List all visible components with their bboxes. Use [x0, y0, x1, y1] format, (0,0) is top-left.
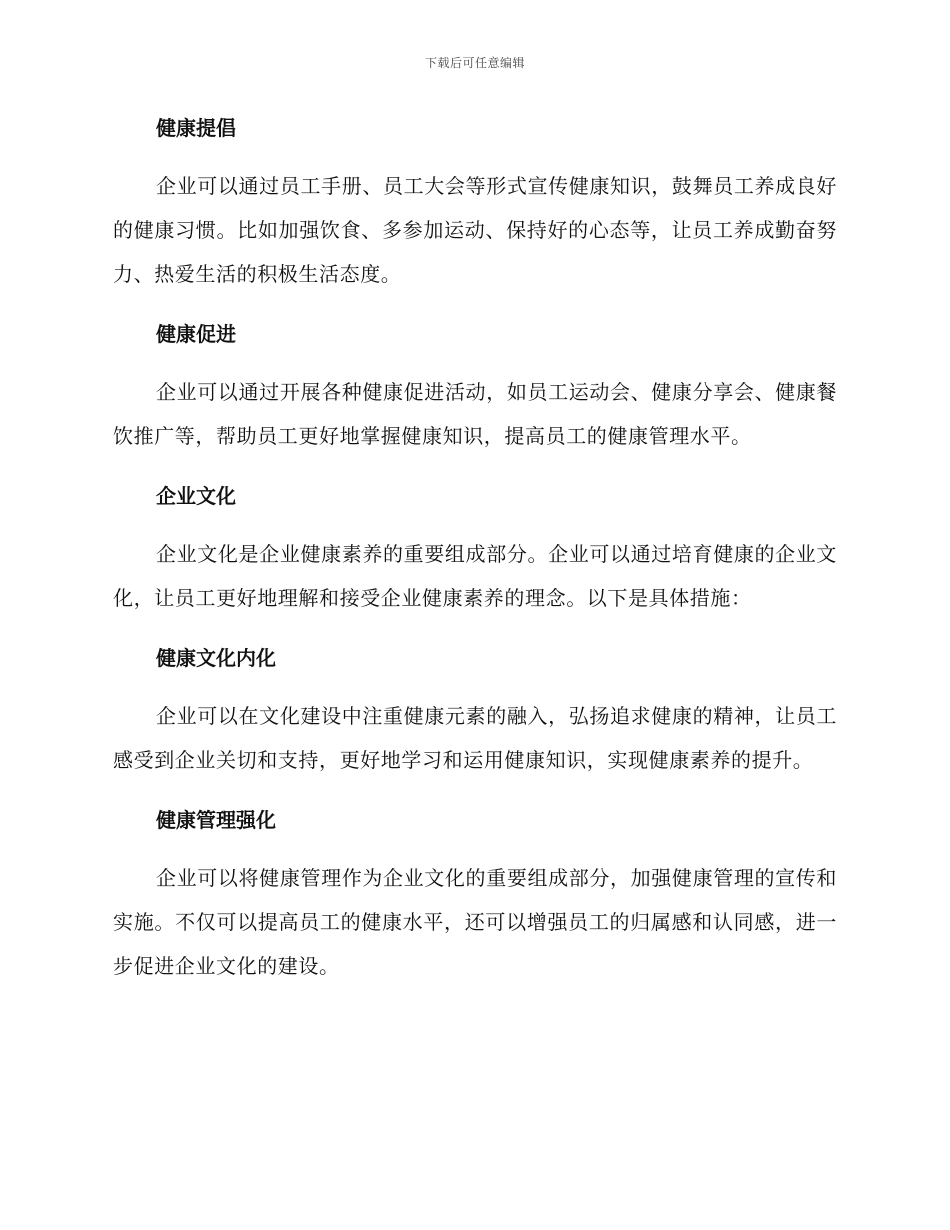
section-paragraph: 企业文化是企业健康素养的重要组成部分。企业可以通过培育健康的企业文化，让员工更好地理解和接受企业健康素养的理念。以下是具体措施： — [113, 542, 837, 610]
section-heading: 健康提倡 — [156, 116, 236, 140]
section-health-promotion — [113, 312, 837, 458]
section-health-culture-internalization — [113, 636, 837, 782]
page-header: 下载后可任意编辑 — [424, 56, 525, 70]
section-heading: 健康促进 — [156, 322, 236, 346]
section-corporate-culture — [113, 474, 837, 620]
section-health-management-strengthening — [113, 798, 837, 988]
section-health-advocacy — [113, 106, 837, 296]
section-paragraph: 企业可以在文化建设中注重健康元素的融入，弘扬追求健康的精神，让员工感受到企业关切和支持，更好地学习和运用健康知识，实现健康素养的提升。 — [113, 704, 837, 772]
section-heading: 企业文化 — [156, 484, 236, 508]
section-paragraph: 企业可以将健康管理作为企业文化的重要组成部分，加强健康管理的宣传和实施。不仅可以提高员工的健康水平，还可以增强员工的归属感和认同感，进一步促进企业文化的建设。 — [113, 866, 837, 978]
section-heading: 健康管理强化 — [156, 808, 276, 832]
document-body — [113, 106, 837, 1004]
section-heading: 健康文化内化 — [156, 646, 276, 670]
section-paragraph: 企业可以通过开展各种健康促进活动，如员工运动会、健康分享会、健康餐饮推广等，帮助员工更好地掌握健康知识，提高员工的健康管理水平。 — [113, 380, 837, 448]
section-paragraph: 企业可以通过员工手册、员工大会等形式宣传健康知识，鼓舞员工养成良好的健康习惯。比如加强饮食、多参加运动、保持好的心态等，让员工养成勤奋努力、热爱生活的积极生活态度。 — [113, 174, 837, 286]
